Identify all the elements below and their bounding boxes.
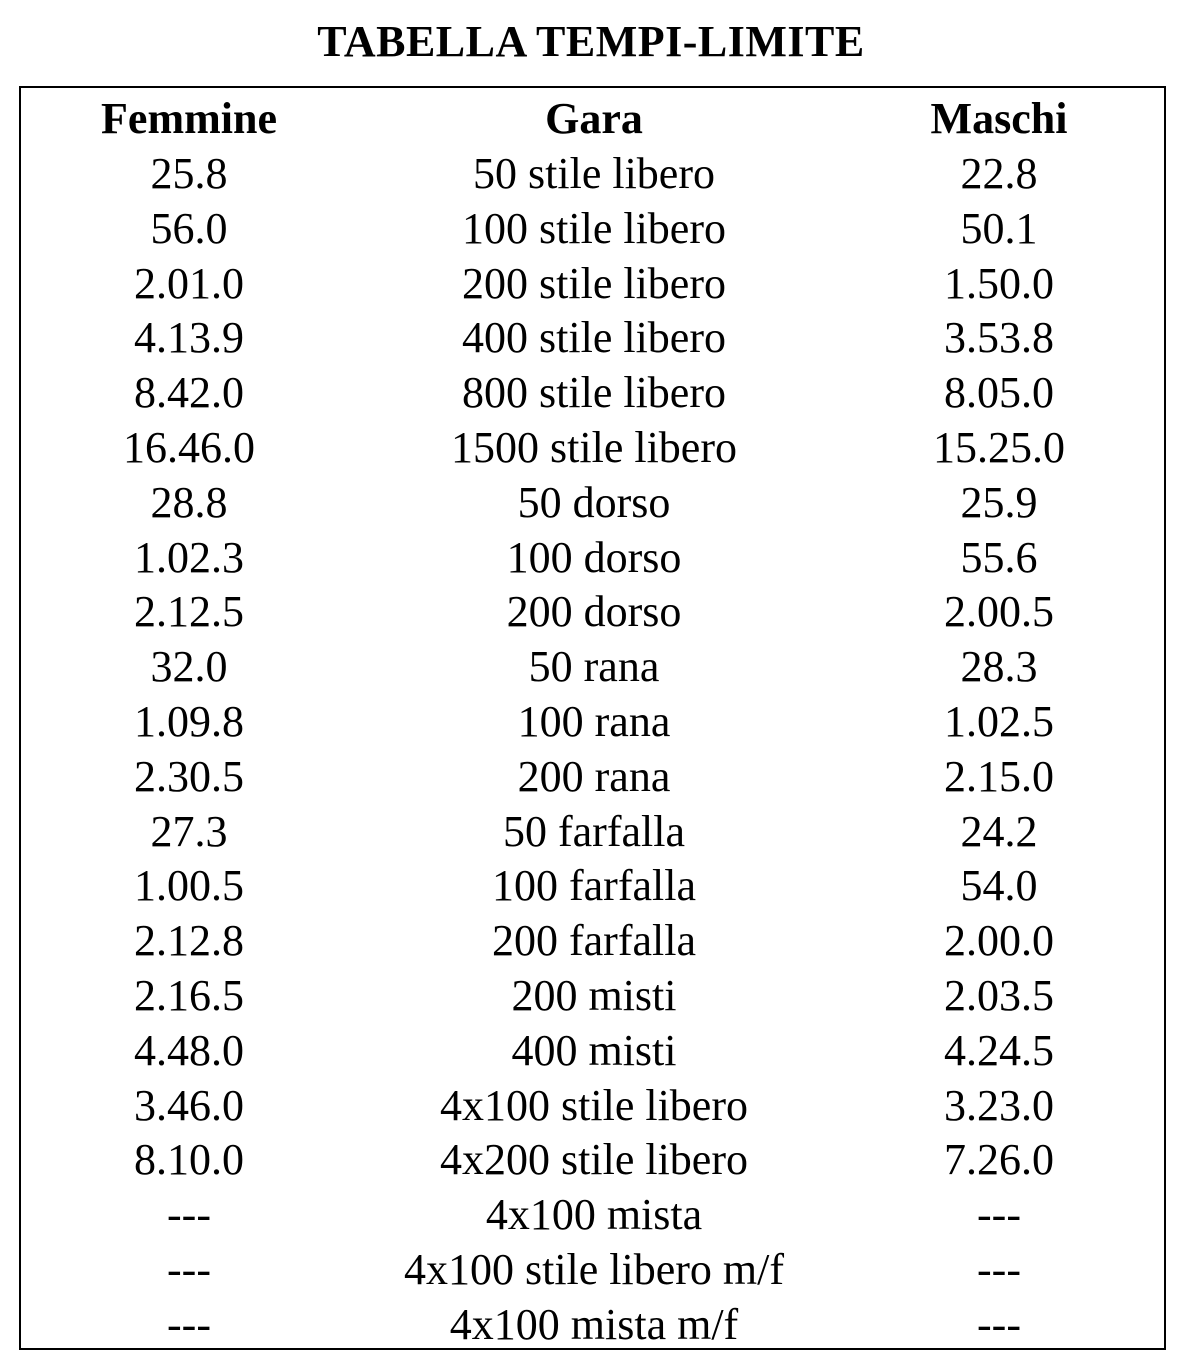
cell-gara: 4x100 mista m/f	[449, 1299, 739, 1349]
cell-gara: 50 farfalla	[503, 806, 685, 856]
cell-maschi: 3.23.0	[944, 1080, 1054, 1130]
cell-femmine: 2.12.8	[134, 916, 244, 966]
cell-maschi: 22.8	[960, 149, 1038, 198]
cell-maschi: 2.15.0	[944, 751, 1054, 801]
cell-gara: 4x200 stile libero	[440, 1135, 748, 1185]
cell-gara: 200 stile libero	[462, 258, 726, 308]
cell-gara: 800 stile libero	[462, 368, 726, 418]
cell-gara: 100 rana	[517, 697, 671, 746]
cell-femmine: 1.09.8	[134, 697, 244, 746]
cell-femmine: 4.48.0	[134, 1025, 244, 1075]
cell-maschi: 7.26.0	[944, 1135, 1054, 1185]
cell-gara: 200 farfalla	[492, 916, 696, 966]
cell-gara: 4x100 stile libero m/f	[403, 1245, 785, 1294]
cell-femmine: ---	[167, 1245, 211, 1294]
header-femmine: Femmine	[101, 94, 277, 143]
cell-femmine: 25.8	[150, 149, 228, 198]
table-row	[21, 1243, 1164, 1298]
cell-femmine: 3.46.0	[134, 1080, 244, 1130]
cell-gara: 200 rana	[517, 751, 671, 801]
cell-maschi: 3.53.8	[944, 313, 1054, 363]
table-row	[21, 531, 1164, 586]
cell-gara: 100 stile libero	[462, 203, 726, 253]
table-row	[21, 366, 1164, 421]
cell-femmine: 4.13.9	[134, 313, 244, 363]
cell-maschi: ---	[977, 1299, 1021, 1349]
table-row	[21, 476, 1164, 531]
cell-gara: 400 stile libero	[462, 313, 726, 363]
cell-gara: 400 misti	[511, 1025, 677, 1075]
table-row	[21, 1188, 1164, 1243]
cell-femmine: 28.8	[150, 477, 228, 527]
cell-gara: 50 rana	[528, 642, 660, 692]
table-row	[21, 969, 1164, 1024]
cell-gara: 1500 stile libero	[451, 423, 737, 472]
time-limits-table	[19, 86, 1166, 1350]
cell-femmine: 2.16.5	[134, 971, 244, 1020]
cell-maschi: 50.1	[960, 203, 1038, 253]
cell-maschi: ---	[977, 1190, 1021, 1240]
cell-femmine: 1.00.5	[134, 861, 244, 911]
cell-gara: 100 farfalla	[492, 861, 696, 911]
table-row	[21, 640, 1164, 695]
cell-maschi: 15.25.0	[933, 423, 1065, 472]
cell-maschi: 2.00.0	[944, 916, 1054, 966]
cell-maschi: 2.03.5	[944, 971, 1054, 1020]
header-maschi: Maschi	[930, 94, 1068, 143]
table-row	[21, 695, 1164, 750]
cell-femmine: 2.12.5	[134, 587, 244, 637]
table-row	[21, 421, 1164, 476]
cell-maschi: 1.02.5	[944, 697, 1054, 746]
cell-gara: 100 dorso	[506, 532, 682, 582]
cell-maschi: 24.2	[960, 806, 1038, 856]
cell-maschi: 8.05.0	[944, 368, 1054, 418]
cell-gara: 200 misti	[511, 971, 677, 1020]
page-title: TABELLA TEMPI-LIMITE	[317, 17, 865, 66]
table-row	[21, 914, 1164, 969]
cell-femmine: 2.30.5	[134, 751, 244, 801]
table-row	[21, 1024, 1164, 1079]
cell-maschi: 54.0	[960, 861, 1038, 911]
cell-femmine: 16.46.0	[123, 423, 255, 472]
table-row	[21, 202, 1164, 257]
header-gara: Gara	[545, 94, 643, 143]
cell-maschi: 2.00.5	[944, 587, 1054, 637]
cell-maschi: ---	[977, 1245, 1021, 1294]
table-row	[21, 311, 1164, 366]
cell-gara: 4x100 mista	[485, 1190, 703, 1240]
cell-femmine: 8.10.0	[134, 1135, 244, 1185]
cell-maschi: 55.6	[960, 532, 1038, 582]
cell-femmine: 56.0	[150, 203, 228, 253]
cell-gara: 4x100 stile libero	[440, 1080, 748, 1130]
cell-maschi: 4.24.5	[944, 1025, 1054, 1075]
cell-gara: 50 stile libero	[473, 149, 715, 198]
cell-femmine: 8.42.0	[134, 368, 244, 418]
cell-femmine: 27.3	[150, 806, 228, 856]
table-row	[21, 257, 1164, 312]
cell-maschi: 25.9	[960, 477, 1038, 527]
table-row	[21, 859, 1164, 914]
table-header-row	[21, 92, 1164, 147]
table-row	[21, 585, 1164, 640]
cell-femmine: ---	[167, 1190, 211, 1240]
cell-femmine: 1.02.3	[134, 532, 244, 582]
cell-gara: 50 dorso	[517, 477, 671, 527]
table-row	[21, 147, 1164, 202]
cell-femmine: 2.01.0	[134, 258, 244, 308]
cell-maschi: 28.3	[960, 642, 1038, 692]
table-row	[21, 1298, 1164, 1353]
cell-femmine: ---	[167, 1299, 211, 1349]
table-row	[21, 805, 1164, 860]
cell-gara: 200 dorso	[506, 587, 682, 637]
table-row	[21, 1133, 1164, 1188]
cell-maschi: 1.50.0	[944, 258, 1054, 308]
cell-femmine: 32.0	[150, 642, 228, 692]
table-row	[21, 1079, 1164, 1134]
table-row	[21, 750, 1164, 805]
